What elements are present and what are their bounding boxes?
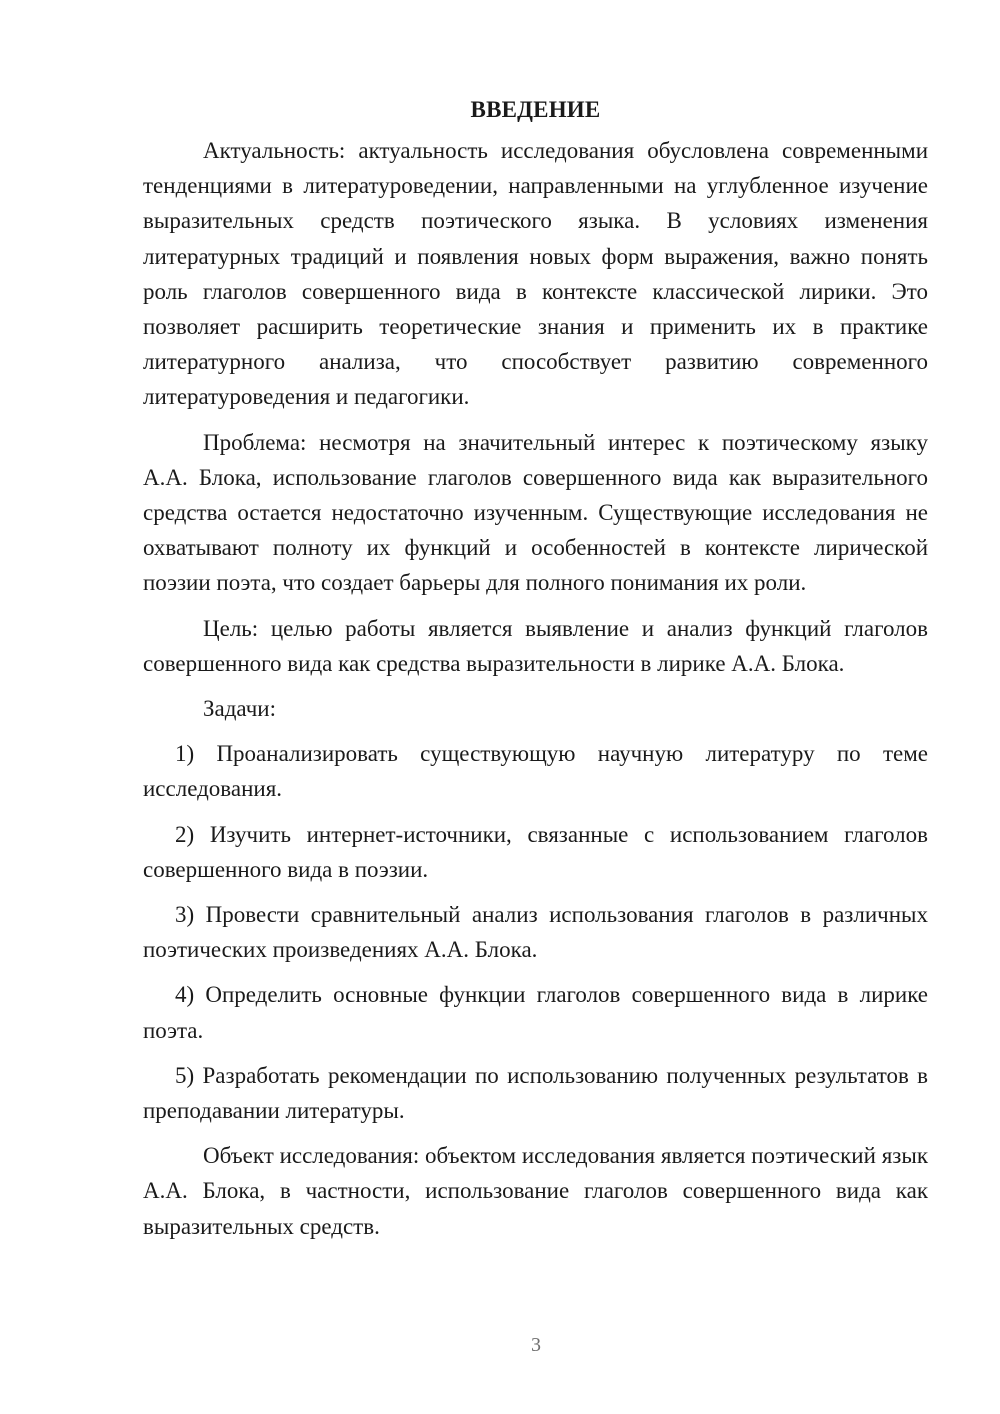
- task-item-2: 2) Изучить интернет-источники, связанные с использованием глаголов совершенного вида в поэзии.: [143, 821, 928, 882]
- task-item-1: 1) Проанализировать существующую научную литературу по теме исследования.: [143, 741, 928, 802]
- task-item-5: 5) Разработать рекомендации по использованию полученных результатов в преподавании литературы.: [143, 1062, 928, 1124]
- object-paragraph: Объект исследования: объектом исследования является поэтический язык А.А. Блока, в частности, использование глаголов совершенного вида как выразительных средств.: [143, 1143, 928, 1239]
- relevance-paragraph: Актуальность: актуальность исследования обусловлена современными тенденциями в литературоведении, направленными на углубленное изучение выразительных средств поэтического языка. В условиях изменения литературных традиций и появления новых форм выражения, важно понять роль глаголов совершенного вида в контексте классической лирики. Это позволяет расширить теоретические знания и применить их в практике литературного анализа, что способствует развитию современного литературоведения и педагогики.: [143, 138, 928, 410]
- page-number: 3: [531, 1334, 541, 1356]
- task-item-3: 3) Провести сравнительный анализ использования глаголов в различных поэтических произведениях А.А. Блока.: [143, 902, 928, 963]
- section-heading: ВВЕДЕНИЕ: [470, 97, 601, 122]
- tasks-label: Задачи:: [203, 696, 276, 722]
- goal-paragraph: Цель: целью работы является выявление и анализ функций глаголов совершенного вида как средства выразительности в лирике А.А. Блока.: [143, 615, 928, 676]
- problem-paragraph: Проблема: несмотря на значительный интерес к поэтическому языку А.А. Блока, использование глаголов совершенного вида как выразительного средства остается недостаточно изученным. Существующие исследования не охватывают полноту их функций и особенностей в контексте лирической поэзии поэта, что создает барьеры для полного понимания их роли.: [143, 429, 928, 596]
- document-page: [143, 92, 928, 1244]
- task-item-4: 4) Определить основные функции глаголов совершенного вида в лирике поэта.: [143, 982, 928, 1043]
